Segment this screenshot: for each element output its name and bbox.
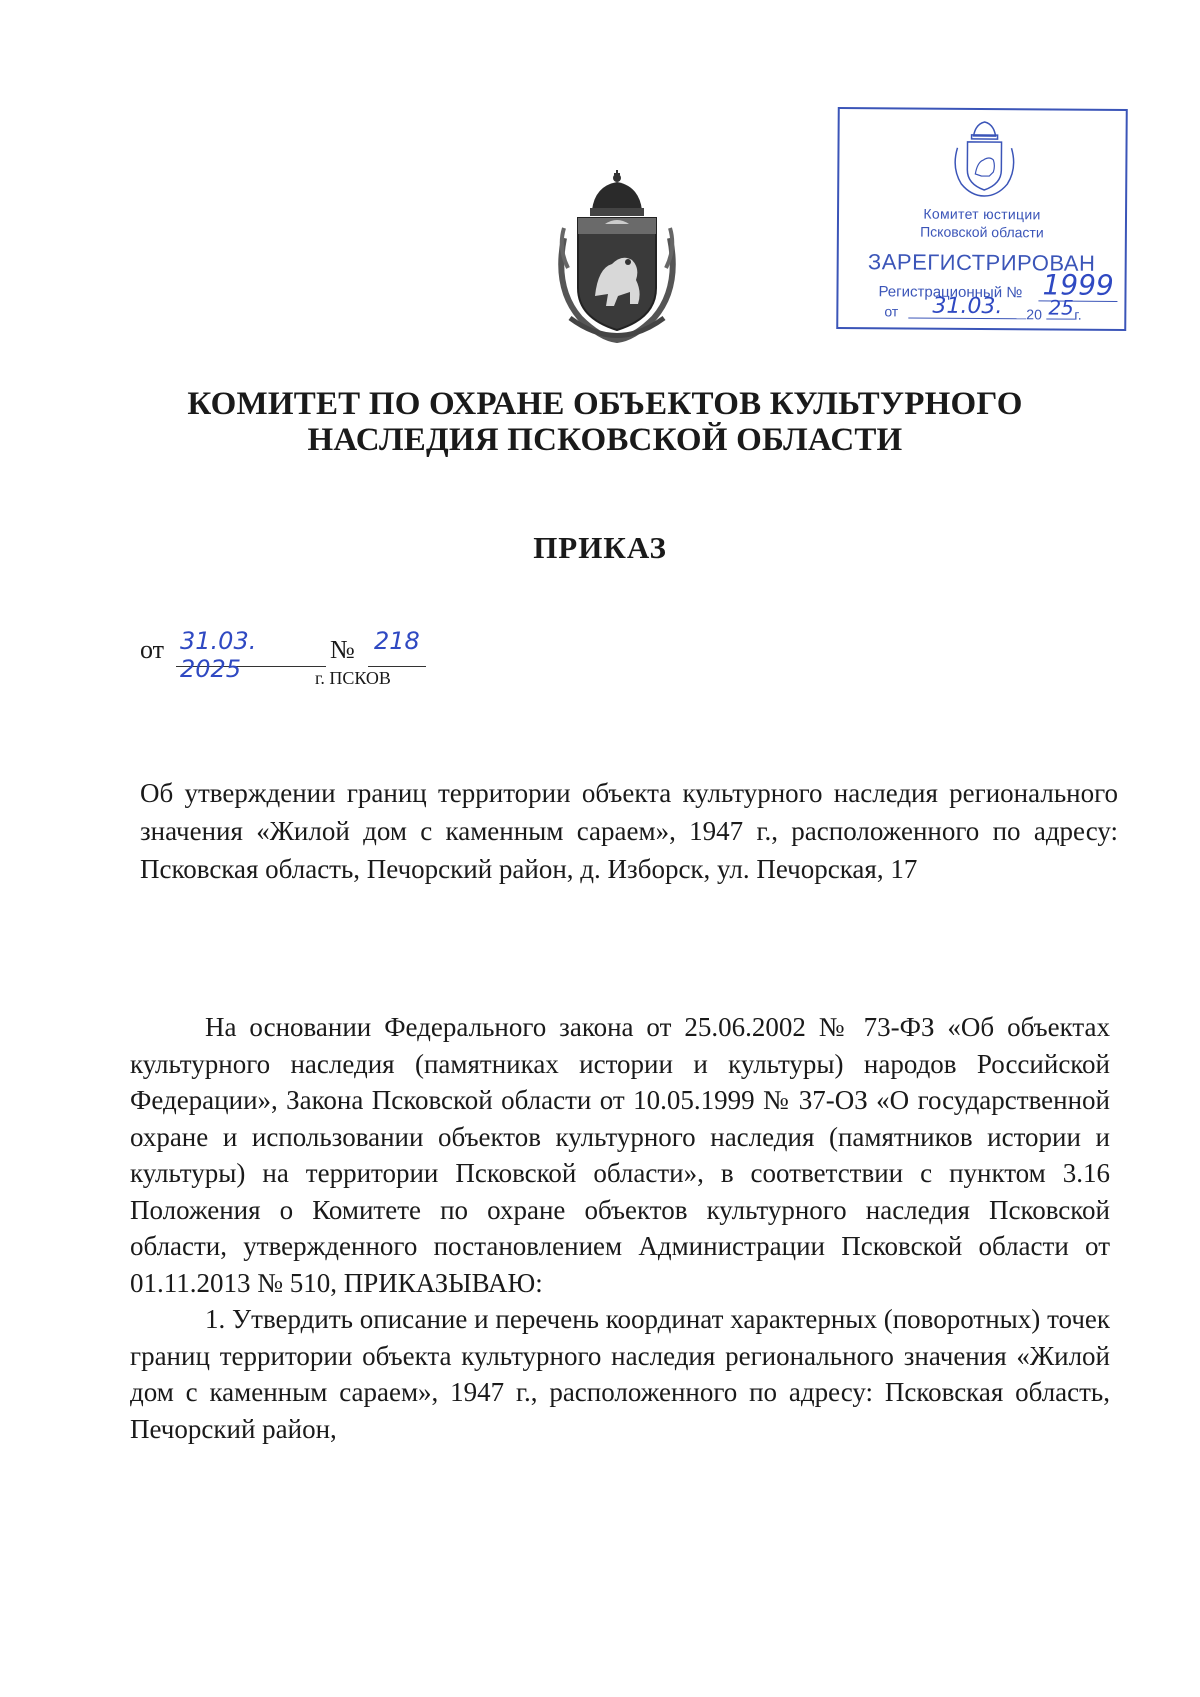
organization-title bbox=[180, 386, 1030, 458]
organization-title-line1: КОМИТЕТ ПО ОХРАНЕ ОБЪЕКТОВ КУЛЬТУРНОГО bbox=[187, 386, 1023, 422]
preamble-paragraph: На основании Федерального закона от 25.06.2002 № 73-ФЗ «Об объектах культурного наследия (памятниках истории и культуры) народов Российской Федерации», Закона Псковской области от 10.05.1999 № 37-ОЗ «О государственной охране и использовании объектов культурного наследия (памятников истории и культуры) на территории Псковской области», в соответствии с пунктом 3.16 Положения о Комитете по охране объектов культурного наследия Псковской области, утвержденного постановлением Администрации Псковской области от 01.11.2013 № 510, ПРИКАЗЫВАЮ: bbox=[130, 1012, 1110, 1298]
stamp-title: ЗАРЕГИСТРИРОВАН bbox=[867, 249, 1096, 276]
stamp-year-suffix: г. bbox=[1074, 306, 1082, 323]
stamp-year-prefix: 20 bbox=[1026, 306, 1042, 323]
registration-stamp bbox=[836, 107, 1128, 331]
stamp-org-line2: Псковской области bbox=[920, 223, 1044, 241]
stamp-reg-label: Регистрационный № bbox=[878, 283, 1023, 302]
date-label: от bbox=[140, 635, 165, 664]
order-subject: Об утверждении границ территории объекта культурного наследия регионального значения «Жилой дом с каменным сараем», 1947 г., расположенного по адресу: Псковская область, Печорский район, д. Изборск, ул. Печорская, 17 bbox=[140, 778, 1118, 884]
order-body bbox=[130, 1009, 1110, 1447]
stamp-emblem-icon bbox=[949, 118, 1020, 198]
coat-of-arms-emblem bbox=[550, 168, 685, 348]
stamp-reg-number: 1999 bbox=[1038, 270, 1117, 302]
stamp-date-prefix: от bbox=[884, 303, 899, 320]
order-number-handwritten: 218 bbox=[374, 627, 420, 655]
organization-title-line2: НАСЛЕДИЯ ПСКОВСКОЙ ОБЛАСТИ bbox=[307, 422, 903, 458]
item-1-paragraph: 1. Утвердить описание и перечень координат характерных (поворотных) точек границ территории объекта культурного наследия регионального значения «Жилой дом с каменным сараем», 1947 г., расположенного по адресу: Псковская область, Печорский район, bbox=[130, 1304, 1110, 1444]
order-date-handwritten: 31.03. 2025 bbox=[180, 627, 257, 683]
city-label: г. ПСКОВ bbox=[315, 668, 391, 688]
document-type: ПРИКАЗ bbox=[533, 530, 667, 565]
number-label: № bbox=[330, 635, 355, 664]
stamp-org-line1: Комитет юстиции bbox=[923, 205, 1041, 223]
stamp-year-value: 25 bbox=[1048, 295, 1074, 320]
stamp-date-value: 31.03. bbox=[908, 295, 1026, 319]
